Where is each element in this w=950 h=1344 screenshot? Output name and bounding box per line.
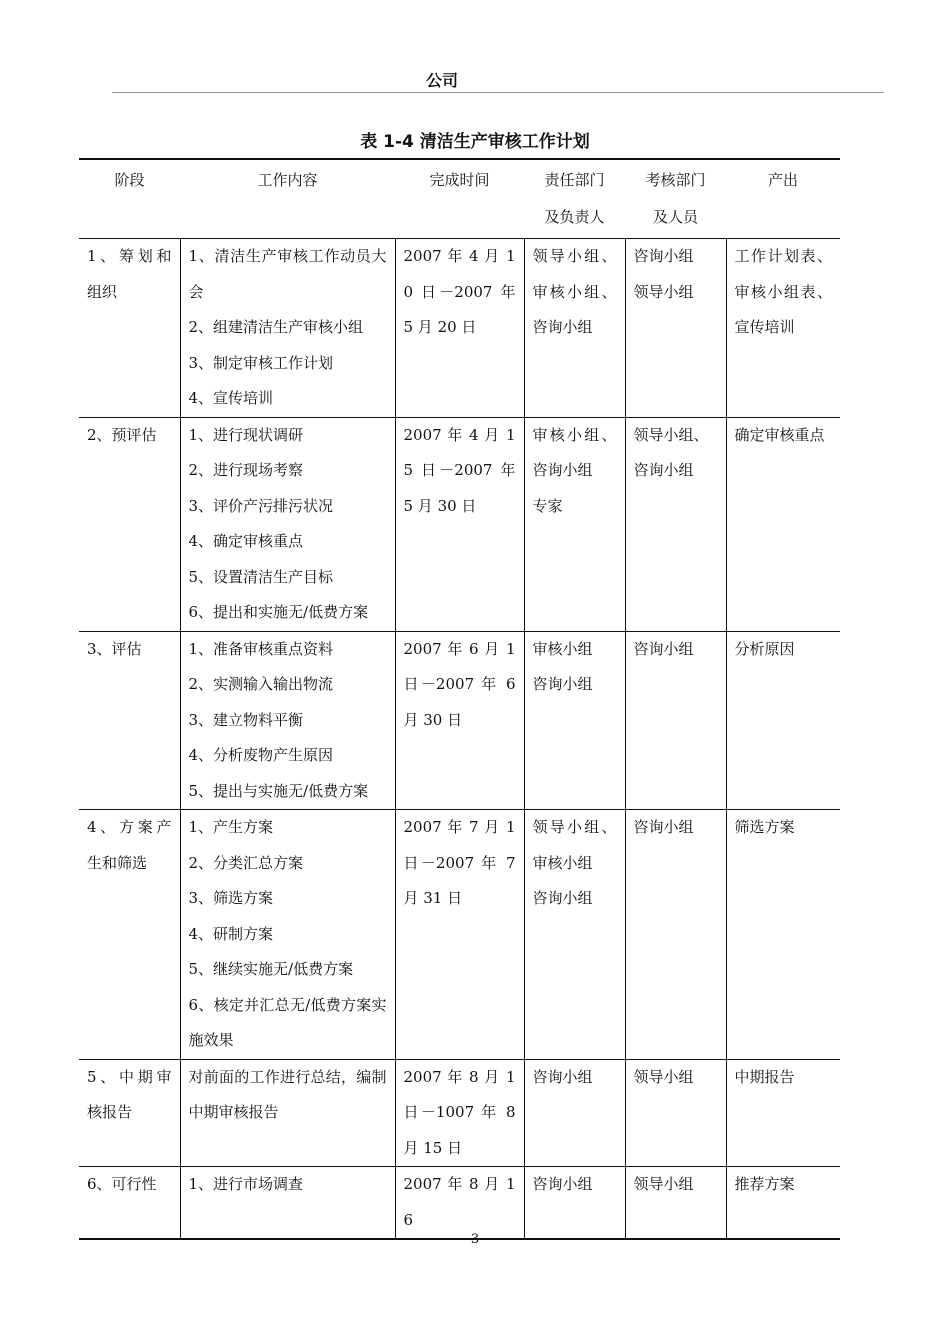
cell-stage: 2、预评估 [79,417,180,631]
cell-content: 1、产生方案 2、分类汇总方案 3、筛选方案 4、研制方案 5、继续实施无/低费方案 6、核定并汇总无/低费方案实施效果 [180,810,395,1060]
cell-review: 咨询小组 [625,810,726,1060]
cell-time: 2007 年 8 月 16 [395,1167,524,1240]
cell-stage: 3、评估 [79,631,180,810]
cell-content: 对前面的工作进行总结，编制中期审核报告 [180,1059,395,1167]
table-row [79,1167,840,1240]
cell-dept: 领导小组、审核小组 咨询小组 [524,810,625,1060]
cell-dept: 审核小组 咨询小组 [524,631,625,810]
page-number: 3 [470,1232,480,1247]
cell-output: 筛选方案 [726,810,840,1060]
header-review: 考核部门 及人员 [645,171,706,226]
table-row [79,1059,840,1167]
cell-review: 领导小组、 咨询小组 [625,417,726,631]
cell-output: 中期报告 [726,1059,840,1167]
header-output: 产出 [767,171,798,189]
page-header-company: 公司 [425,71,458,90]
cell-review: 咨询小组 [625,631,726,810]
cell-stage: 4、方案产生和筛选 [79,810,180,1060]
cell-review: 领导小组 [625,1167,726,1240]
cell-output: 推荐方案 [726,1167,840,1240]
cell-review: 领导小组 [625,1059,726,1167]
cell-time: 2007 年 6 月 1 日－2007 年 6 月 30 日 [395,631,524,810]
cell-content: 1、进行现状调研 2、进行现场考察 3、评价产污排污状况 4、确定审核重点 5、设置清洁生产目标 6、提出和实施无/低费方案 [180,417,395,631]
header-rule [112,92,884,93]
cell-time: 2007 年 7 月 1 日－2007 年 7 月 31 日 [395,810,524,1060]
table-row [79,810,840,1060]
cell-dept: 审核小组、咨询小组 专家 [524,417,625,631]
cell-time: 2007 年 4 月 15 日－2007 年 5 月 30 日 [395,417,524,631]
cell-dept: 领导小组、审核小组、咨询小组 [524,239,625,418]
cell-content: 1、进行市场调查 [180,1167,395,1240]
cell-content: 1、准备审核重点资料 2、实测输入输出物流 3、建立物料平衡 4、分析废物产生原因 5、提出与实施无/低费方案 [180,631,395,810]
table-title: 表 1-4 清洁生产审核工作计划 [360,132,590,152]
header-stage: 阶段 [114,171,145,189]
table-header-row [79,159,840,239]
cell-review: 咨询小组 领导小组 [625,239,726,418]
table-row [79,631,840,810]
cell-dept: 咨询小组 [524,1059,625,1167]
cell-output: 确定审核重点 [726,417,840,631]
header-time: 完成时间 [429,171,490,189]
work-plan-table [79,158,840,1240]
cell-content: 1、清洁生产审核工作动员大会 2、组建清洁生产审核小组 3、制定审核工作计划 4、宣传培训 [180,239,395,418]
cell-output: 工作计划表、审核小组表、宣传培训 [726,239,840,418]
header-dept: 责任部门 及负责人 [544,171,605,226]
cell-output: 分析原因 [726,631,840,810]
cell-stage: 5、中期审核报告 [79,1059,180,1167]
cell-time: 2007 年 8 月 1 日－1007 年 8 月 15 日 [395,1059,524,1167]
cell-dept: 咨询小组 [524,1167,625,1240]
cell-stage: 1、筹划和组织 [79,239,180,418]
table-row [79,239,840,418]
cell-time: 2007 年 4 月 10 日－2007 年 5 月 20 日 [395,239,524,418]
header-content: 工作内容 [257,171,318,189]
table-row [79,417,840,631]
cell-stage: 6、可行性 [79,1167,180,1240]
